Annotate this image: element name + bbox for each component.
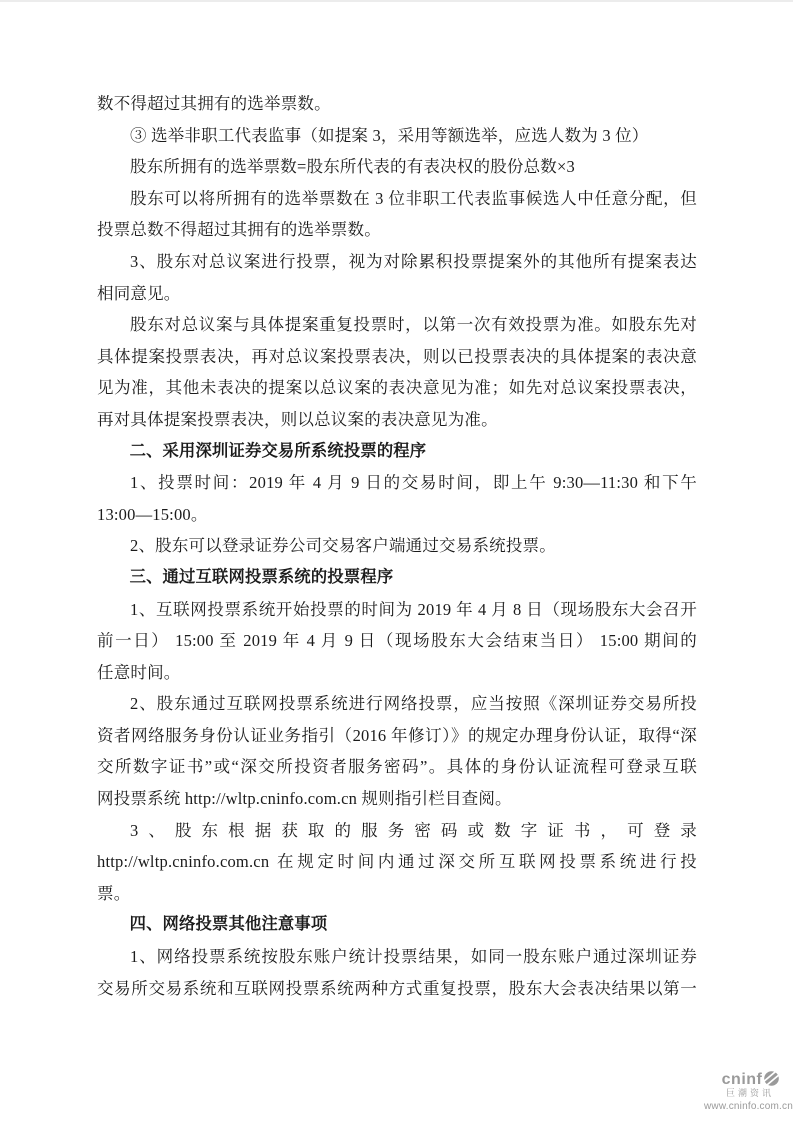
doc-line: http://wltp.cninfo.com.cn 在规定时间内通过深交所互联网投票系统进行投 (97, 852, 697, 872)
doc-line: 1、投票时间：2019 年 4 月 9 日的交易时间，即上午 9:30—11:30 和下午 (130, 473, 697, 493)
section-heading: 二、采用深圳证券交易所系统投票的程序 (129, 441, 427, 460)
doc-line: 3、股东根据获取的服务密码或数字证书，可登录 (130, 820, 697, 840)
doc-line: 网投票系统 http://wltp.cninfo.com.cn 规则指引栏目查阅。 (97, 789, 512, 809)
doc-line: 2、股东通过互联网投票系统进行网络投票，应当按照《深圳证券交易所投 (130, 694, 697, 714)
doc-line: 资者网络服务身份认证业务指引（2016 年修订）》的规定办理身份认证，取得“深 (97, 725, 697, 745)
doc-line: 股东可以将所拥有的选举票数在 3 位非职工代表监事候选人中任意分配，但 (130, 188, 697, 208)
doc-line: 任意时间。 (97, 662, 181, 682)
doc-line: 交易所交易系统和互联网投票系统两种方式重复投票，股东大会表决结果以第一 (97, 978, 697, 998)
doc-line: 3、股东对总议案进行投票，视为对除累积投票提案外的其他所有提案表达 (130, 251, 697, 271)
doc-line: 1、网络投票系统按股东账户统计投票结果，如同一股东账户通过深圳证券 (130, 947, 697, 967)
cninfo-logo-url: www.cninfo.com.cn (704, 1101, 793, 1112)
doc-line: 票。 (97, 883, 131, 903)
cninfo-logo-row (704, 1071, 790, 1089)
cninfo-logo (704, 1070, 793, 1112)
doc-line: 13:00—15:00。 (97, 504, 208, 524)
cninfo-swirl-icon (763, 1070, 780, 1087)
doc-line: 股东对总议案与具体提案重复投票时，以第一次有效投票为准。如股东先对 (130, 315, 697, 335)
doc-line: 投票总数不得超过其拥有的选举票数。 (97, 220, 381, 240)
doc-line: 交所数字证书”或“深交所投资者服务密码”。具体的身份认证流程可登录互联 (97, 757, 697, 777)
doc-line: 数不得超过其拥有的选举票数。 (97, 94, 331, 113)
cninfo-logo-text: cninf (721, 1070, 763, 1088)
section-heading: 三、通过互联网投票系统的投票程序 (129, 567, 394, 586)
cninfo-logo-subtitle: 巨潮资讯 (725, 1088, 774, 1099)
doc-line: 再对具体提案投票表决，则以总议案的表决意见为准。 (97, 409, 498, 429)
doc-line: 具体提案投票表决，再对总议案投票表决，则以已投票表决的具体提案的表决意 (97, 346, 697, 366)
doc-line: ③ 选举非职工代表监事（如提案 3，采用等额选举，应选人数为 3 位） (130, 125, 649, 145)
document-content (97, 88, 697, 1004)
doc-line: 2、股东可以登录证券公司交易客户端通过交易系统投票。 (130, 536, 556, 556)
doc-line: 见为准，其他未表决的提案以总议案的表决意见为准；如先对总议案投票表决， (97, 378, 697, 398)
doc-line: 前一日） 15:00 至 2019 年 4 月 9 日（现场股东大会结束当日） 15:00 期间的 (97, 631, 697, 651)
section-heading: 四、网络投票其他注意事项 (129, 915, 328, 934)
doc-line: 相同意见。 (97, 283, 181, 303)
doc-line: 股东所拥有的选举票数=股东所代表的有表决权的股份总数×3 (130, 157, 575, 177)
doc-line: 1、互联网投票系统开始投票的时间为 2019 年 4 月 8 日（现场股东大会召开 (130, 599, 697, 619)
